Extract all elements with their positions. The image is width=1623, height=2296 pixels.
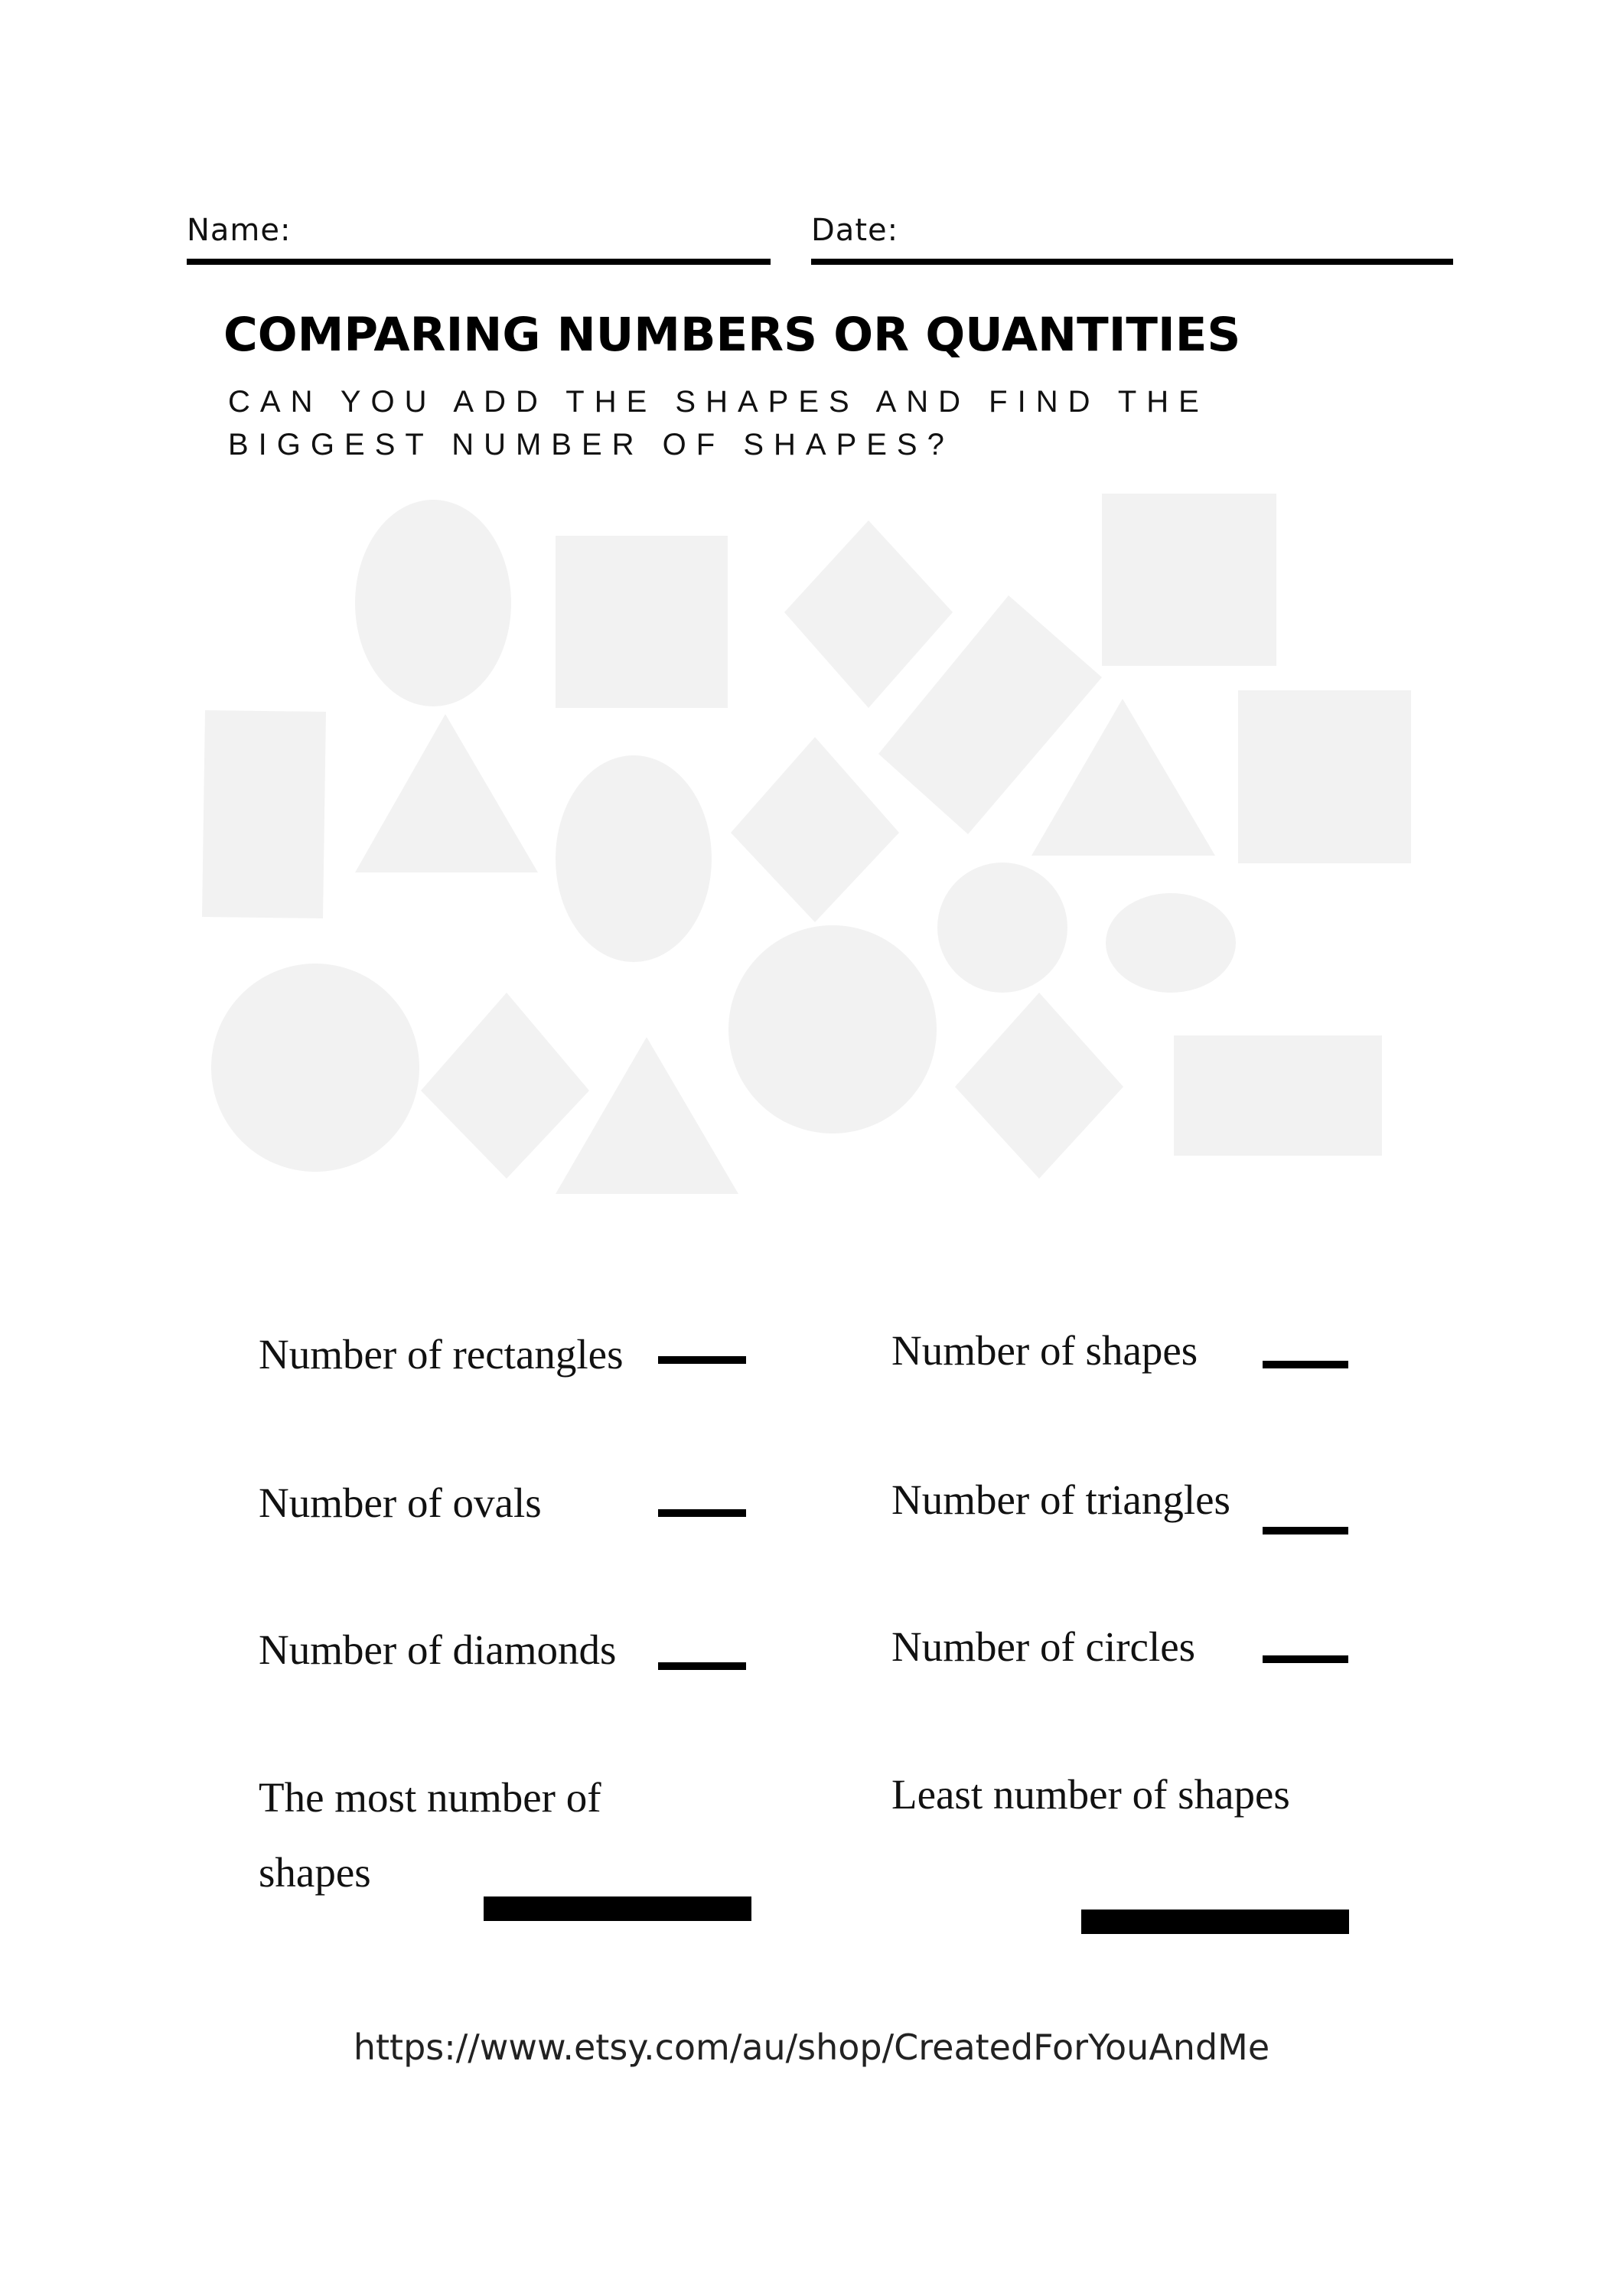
circle-shape: [211, 964, 419, 1172]
answer-blank-circles[interactable]: [1263, 1655, 1348, 1663]
square-shape: [1238, 690, 1411, 863]
question-least: Least number of shapes: [891, 1771, 1290, 1818]
oval-shape: [1106, 893, 1236, 993]
triangle-shape: [355, 714, 538, 872]
rectangle-shape: [202, 710, 326, 918]
diamond-shape: [784, 520, 953, 708]
diamond-shape: [955, 993, 1123, 1179]
question-ovals: Number of ovals: [259, 1479, 542, 1526]
footer-url: https://www.etsy.com/au/shop/CreatedForYouAndMe: [353, 2027, 1270, 2068]
answer-blank-least[interactable]: [1081, 1910, 1349, 1934]
rectangle-shape: [1174, 1035, 1382, 1156]
question-rectangles: Number of rectangles: [259, 1331, 624, 1378]
answer-blank-ovals[interactable]: [658, 1509, 746, 1517]
answer-blank-triangles[interactable]: [1263, 1527, 1348, 1534]
diamond-shape: [421, 993, 589, 1179]
square-shape: [556, 536, 728, 708]
question-most: The most number of shapes: [259, 1774, 601, 1896]
square-shape: [1102, 494, 1276, 666]
worksheet-title: COMPARING NUMBERS OR QUANTITIES: [223, 308, 1241, 362]
diamond-shape: [731, 737, 899, 922]
question-shapes: Number of shapes: [891, 1327, 1198, 1374]
answer-blank-most[interactable]: [484, 1896, 751, 1921]
question-circles: Number of circles: [891, 1623, 1196, 1670]
triangle-shape: [556, 1037, 738, 1194]
name-label: Name:: [187, 213, 292, 248]
oval-shape: [556, 755, 712, 962]
answer-blank-rectangles[interactable]: [658, 1356, 746, 1364]
answer-blank-diamonds[interactable]: [658, 1662, 746, 1670]
date-label: Date:: [811, 213, 899, 248]
circle-shape: [728, 925, 937, 1133]
oval-shape: [355, 500, 511, 706]
question-diamonds: Number of diamonds: [259, 1626, 617, 1673]
worksheet-subtitle: CAN YOU ADD THE SHAPES AND FIND THE BIGGEST NUMBER OF SHAPES?: [228, 385, 1209, 461]
circle-shape: [937, 863, 1067, 993]
question-triangles: Number of triangles: [891, 1476, 1230, 1523]
answer-blank-shapes[interactable]: [1263, 1361, 1348, 1368]
